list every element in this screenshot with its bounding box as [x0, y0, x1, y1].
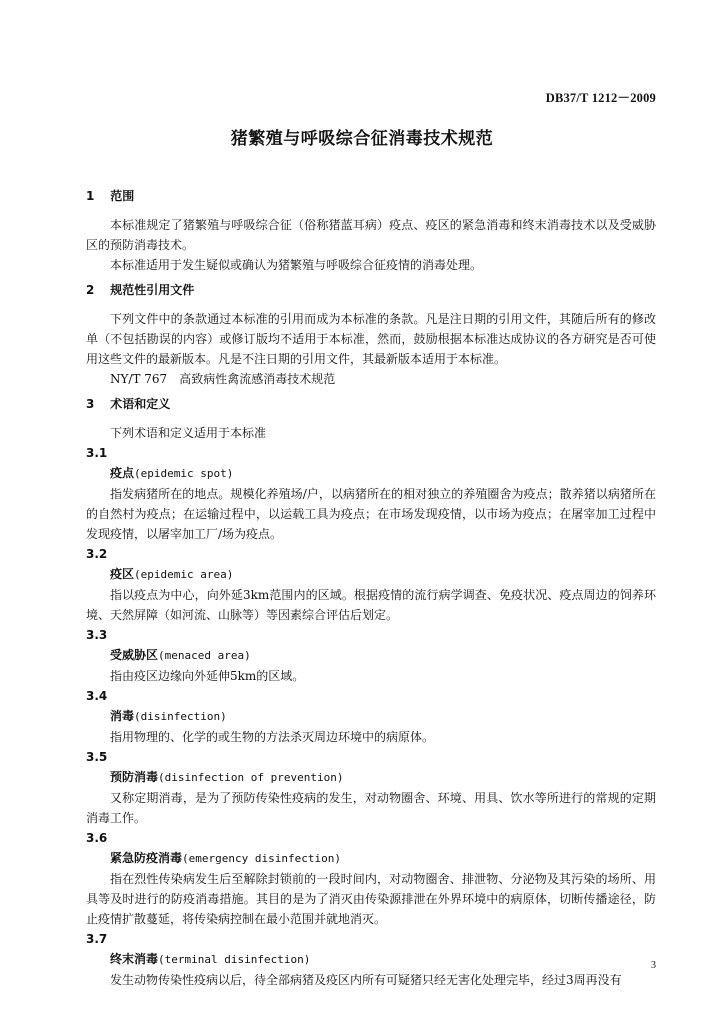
- term-name-zh: 受威胁区: [110, 648, 159, 662]
- paragraph: 下列术语和定义适用于本标准: [110, 426, 267, 440]
- term-name-zh: 疫点: [110, 466, 135, 480]
- term-name-zh: 疫区: [110, 567, 135, 581]
- term-definition: 指用物理的、化学的或生物的方法杀灭周边环境中的病原体。: [110, 730, 435, 744]
- document-title: 猪繁殖与呼吸综合征消毒技术规范: [230, 129, 494, 149]
- term-definition: 指由疫区边缘向外延伸5km的区域。: [110, 669, 305, 683]
- term-name-en: (epidemic area): [134, 568, 234, 581]
- term-name-zh: 预防消毒: [110, 770, 159, 784]
- term-definition: 指在烈性传染病发生后至解除封锁前的一段时间内，对动物圈舍、排泄物、分泌物及其污染的场所、用具等及时进行的防疫消毒措施。其目的是为了消灭由传染源排泄在外界环境中的病原体，切断传播途径，防止疫情扩散蔓延，将传染病控制在最小范围并就地消灭。: [86, 872, 656, 926]
- section-heading-terms: [86, 394, 656, 414]
- term-definition: 指发病猪所在的地点。规模化养殖场/户，以病猪所在的相对独立的养殖圈舍为疫点；散养猪以病猪所在的自然村为疫点；在运输过程中，以运载工具为疫点；在市场发现疫情，以市场为疫点；在屠宰加工过程中发现疫情，以屠宰加工厂/场为疫点。: [86, 487, 656, 541]
- page-number: 3: [651, 960, 656, 971]
- section-heading-normative-references: [86, 280, 656, 300]
- section-heading-scope: [86, 186, 656, 206]
- section-title: 术语和定义: [110, 397, 171, 411]
- term-name-en: (epidemic spot): [134, 467, 234, 480]
- term-number: 3.5: [86, 750, 108, 764]
- term-name-zh: 紧急防疫消毒: [110, 851, 183, 865]
- term-number: 3.7: [86, 932, 108, 946]
- term-name: [86, 706, 656, 727]
- paragraph: 下列文件中的条款通过本标准的引用而成为本标准的条款。凡是注日期的引用文件，其随后所有的修改单（不包括勘误的内容）或修订版均不适用于本标准，然而，鼓励根据本标准达成协议的各方研究是否可使用这些文件的最新版本。凡是不注日期的引用文件，其最新版本适用于本标准。: [86, 312, 656, 366]
- term-definition: 发生动物传染性疫病以后，待全部病猪及疫区内所有可疑猪只经无害化处理完毕，经过3周再没有: [110, 973, 622, 987]
- term-number: 3.2: [86, 547, 108, 561]
- term-name-en: (disinfection): [134, 710, 227, 723]
- section-number: 3: [86, 397, 95, 411]
- term-name-en: (emergency disinfection): [182, 852, 341, 865]
- term-name: [86, 949, 656, 970]
- paragraph: 本标准适用于发生疑似或确认为猪繁殖与呼吸综合征疫情的消毒处理。: [110, 258, 483, 272]
- standard-code: DB37/T 1212－2009: [545, 91, 656, 105]
- section-number: 2: [86, 283, 95, 297]
- section-number: 1: [86, 189, 95, 203]
- term-definition: 指以疫点为中心，向外延3km范围内的区域。根据疫情的流行病学调查、免疫状况、疫点周边的饲养环境、天然屏障（如河流、山脉等）等因素综合评估后划定。: [86, 588, 656, 622]
- term-name-en: (disinfection of prevention): [158, 771, 344, 784]
- term-name: [86, 463, 656, 484]
- term-number: 3.3: [86, 628, 108, 642]
- document-body: [86, 186, 656, 990]
- section-title: 范围: [110, 189, 135, 203]
- term-name-zh: 消毒: [110, 709, 135, 723]
- term-name-en: (terminal disinfection): [158, 953, 311, 966]
- term-name-en: (menaced area): [158, 649, 251, 662]
- term-definition: 又称定期消毒，是为了预防传染性疫病的发生，对动物圈舍、环境、用具、饮水等所进行的常规的定期消毒工作。: [86, 791, 656, 825]
- term-number: 3.1: [86, 446, 108, 460]
- term-name: [86, 564, 656, 585]
- term-number: 3.4: [86, 689, 108, 703]
- term-name: [86, 645, 656, 666]
- term-name: [86, 848, 656, 869]
- term-number: 3.6: [86, 831, 108, 845]
- term-name: [86, 767, 656, 788]
- section-title: 规范性引用文件: [110, 283, 195, 297]
- term-name-zh: 终末消毒: [110, 952, 159, 966]
- reference-entry: NY/T 767 高致病性禽流感消毒技术规范: [110, 372, 336, 386]
- paragraph: 本标准规定了猪繁殖与呼吸综合征（俗称猪蓝耳病）疫点、疫区的紧急消毒和终末消毒技术以及受威胁区的预防消毒技术。: [86, 218, 656, 252]
